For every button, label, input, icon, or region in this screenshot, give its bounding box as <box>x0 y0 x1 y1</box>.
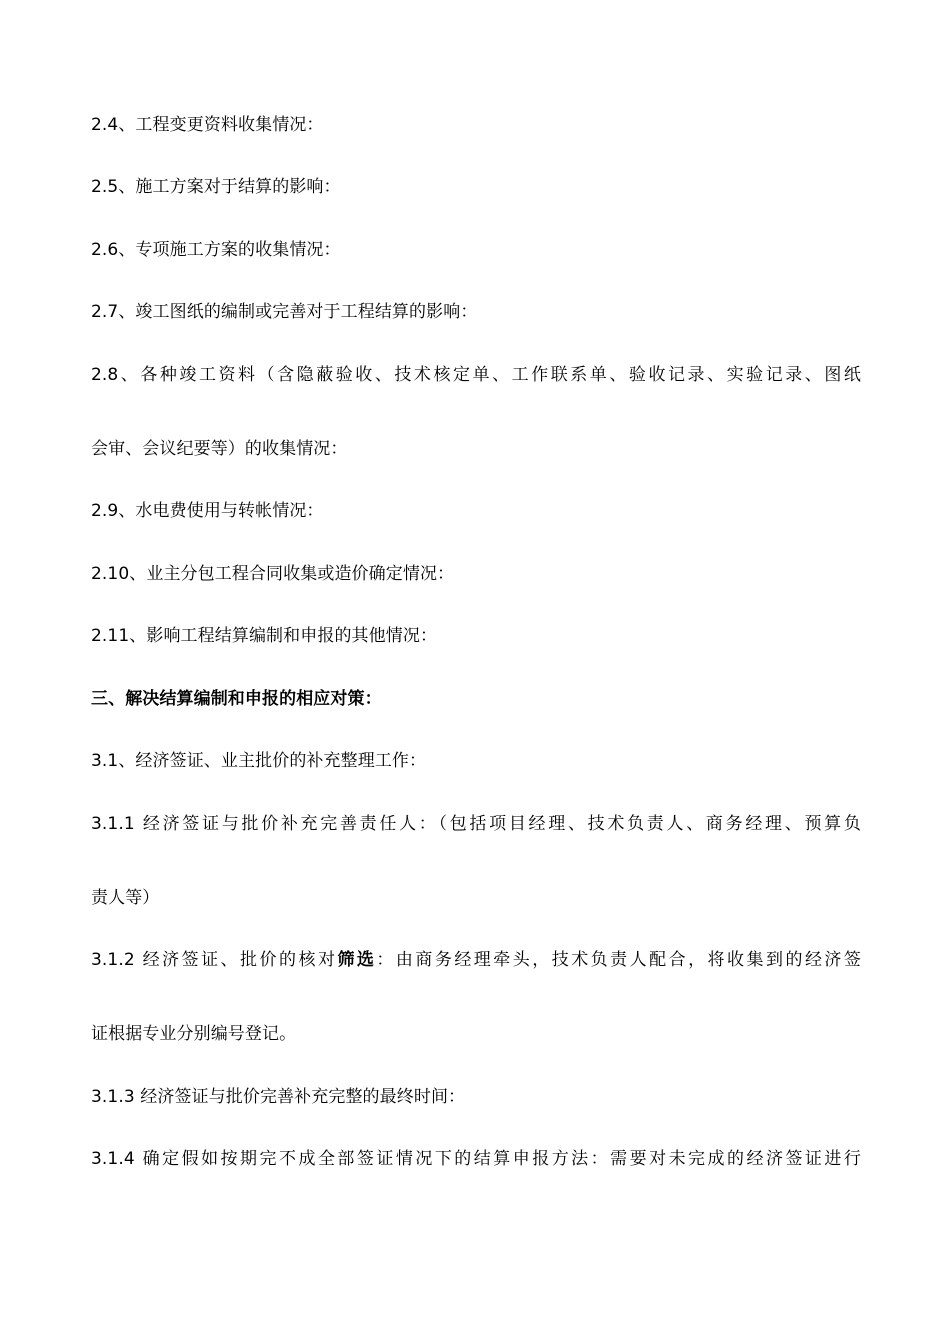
item-3-1-3: 3.1.3 经济签证与批价完善补充完整的最终时间： <box>91 1087 466 1107</box>
item-3-1-2-continued: 证根据专业分别编号登记。 <box>91 1024 297 1044</box>
item-2-8-continued: 会审、会议纪要等）的收集情况： <box>91 439 348 459</box>
item-2-5: 2.5、施工方案对于结算的影响： <box>91 177 341 197</box>
item-3-1: 3.1、经济签证、业主批价的补充整理工作： <box>91 751 427 771</box>
item-3-1-2-bold-text: 筛选 <box>337 950 377 970</box>
item-3-1-2-text-after: ：由商务经理牵头，技术负责人配合，将收集到的经济签 <box>376 950 862 970</box>
item-3-1-2-text-before: 3.1.2 经济签证、批价的核对 <box>91 950 338 970</box>
item-3-1-1: 3.1.1 经济签证与批价补充完善责任人：（包括项目经理、技术负责人、商务经理、预算负 <box>91 814 861 834</box>
item-3-1-1-continued: 责人等） <box>91 888 160 908</box>
item-2-7: 2.7、竣工图纸的编制或完善对于工程结算的影响： <box>91 302 478 322</box>
item-3-1-4: 3.1.4 确定假如按期完不成全部签证情况下的结算申报方法：需要对未完成的经济签证进行 <box>91 1149 861 1169</box>
item-2-8: 2.8、各种竣工资料（含隐蔽验收、技术核定单、工作联系单、验收记录、实验记录、图纸 <box>91 365 861 385</box>
item-2-9: 2.9、水电费使用与转帐情况： <box>91 501 324 521</box>
item-2-11: 2.11、影响工程结算编制和申报的其他情况： <box>91 626 438 646</box>
item-3-1-2 <box>91 948 861 972</box>
section-heading-3: 三、解决结算编制和申报的相应对策： <box>91 689 382 709</box>
item-2-4: 2.4、工程变更资料收集情况： <box>91 115 324 135</box>
item-2-10: 2.10、业主分包工程合同收集或造价确定情况： <box>91 564 455 584</box>
item-2-6: 2.6、专项施工方案的收集情况： <box>91 240 341 260</box>
